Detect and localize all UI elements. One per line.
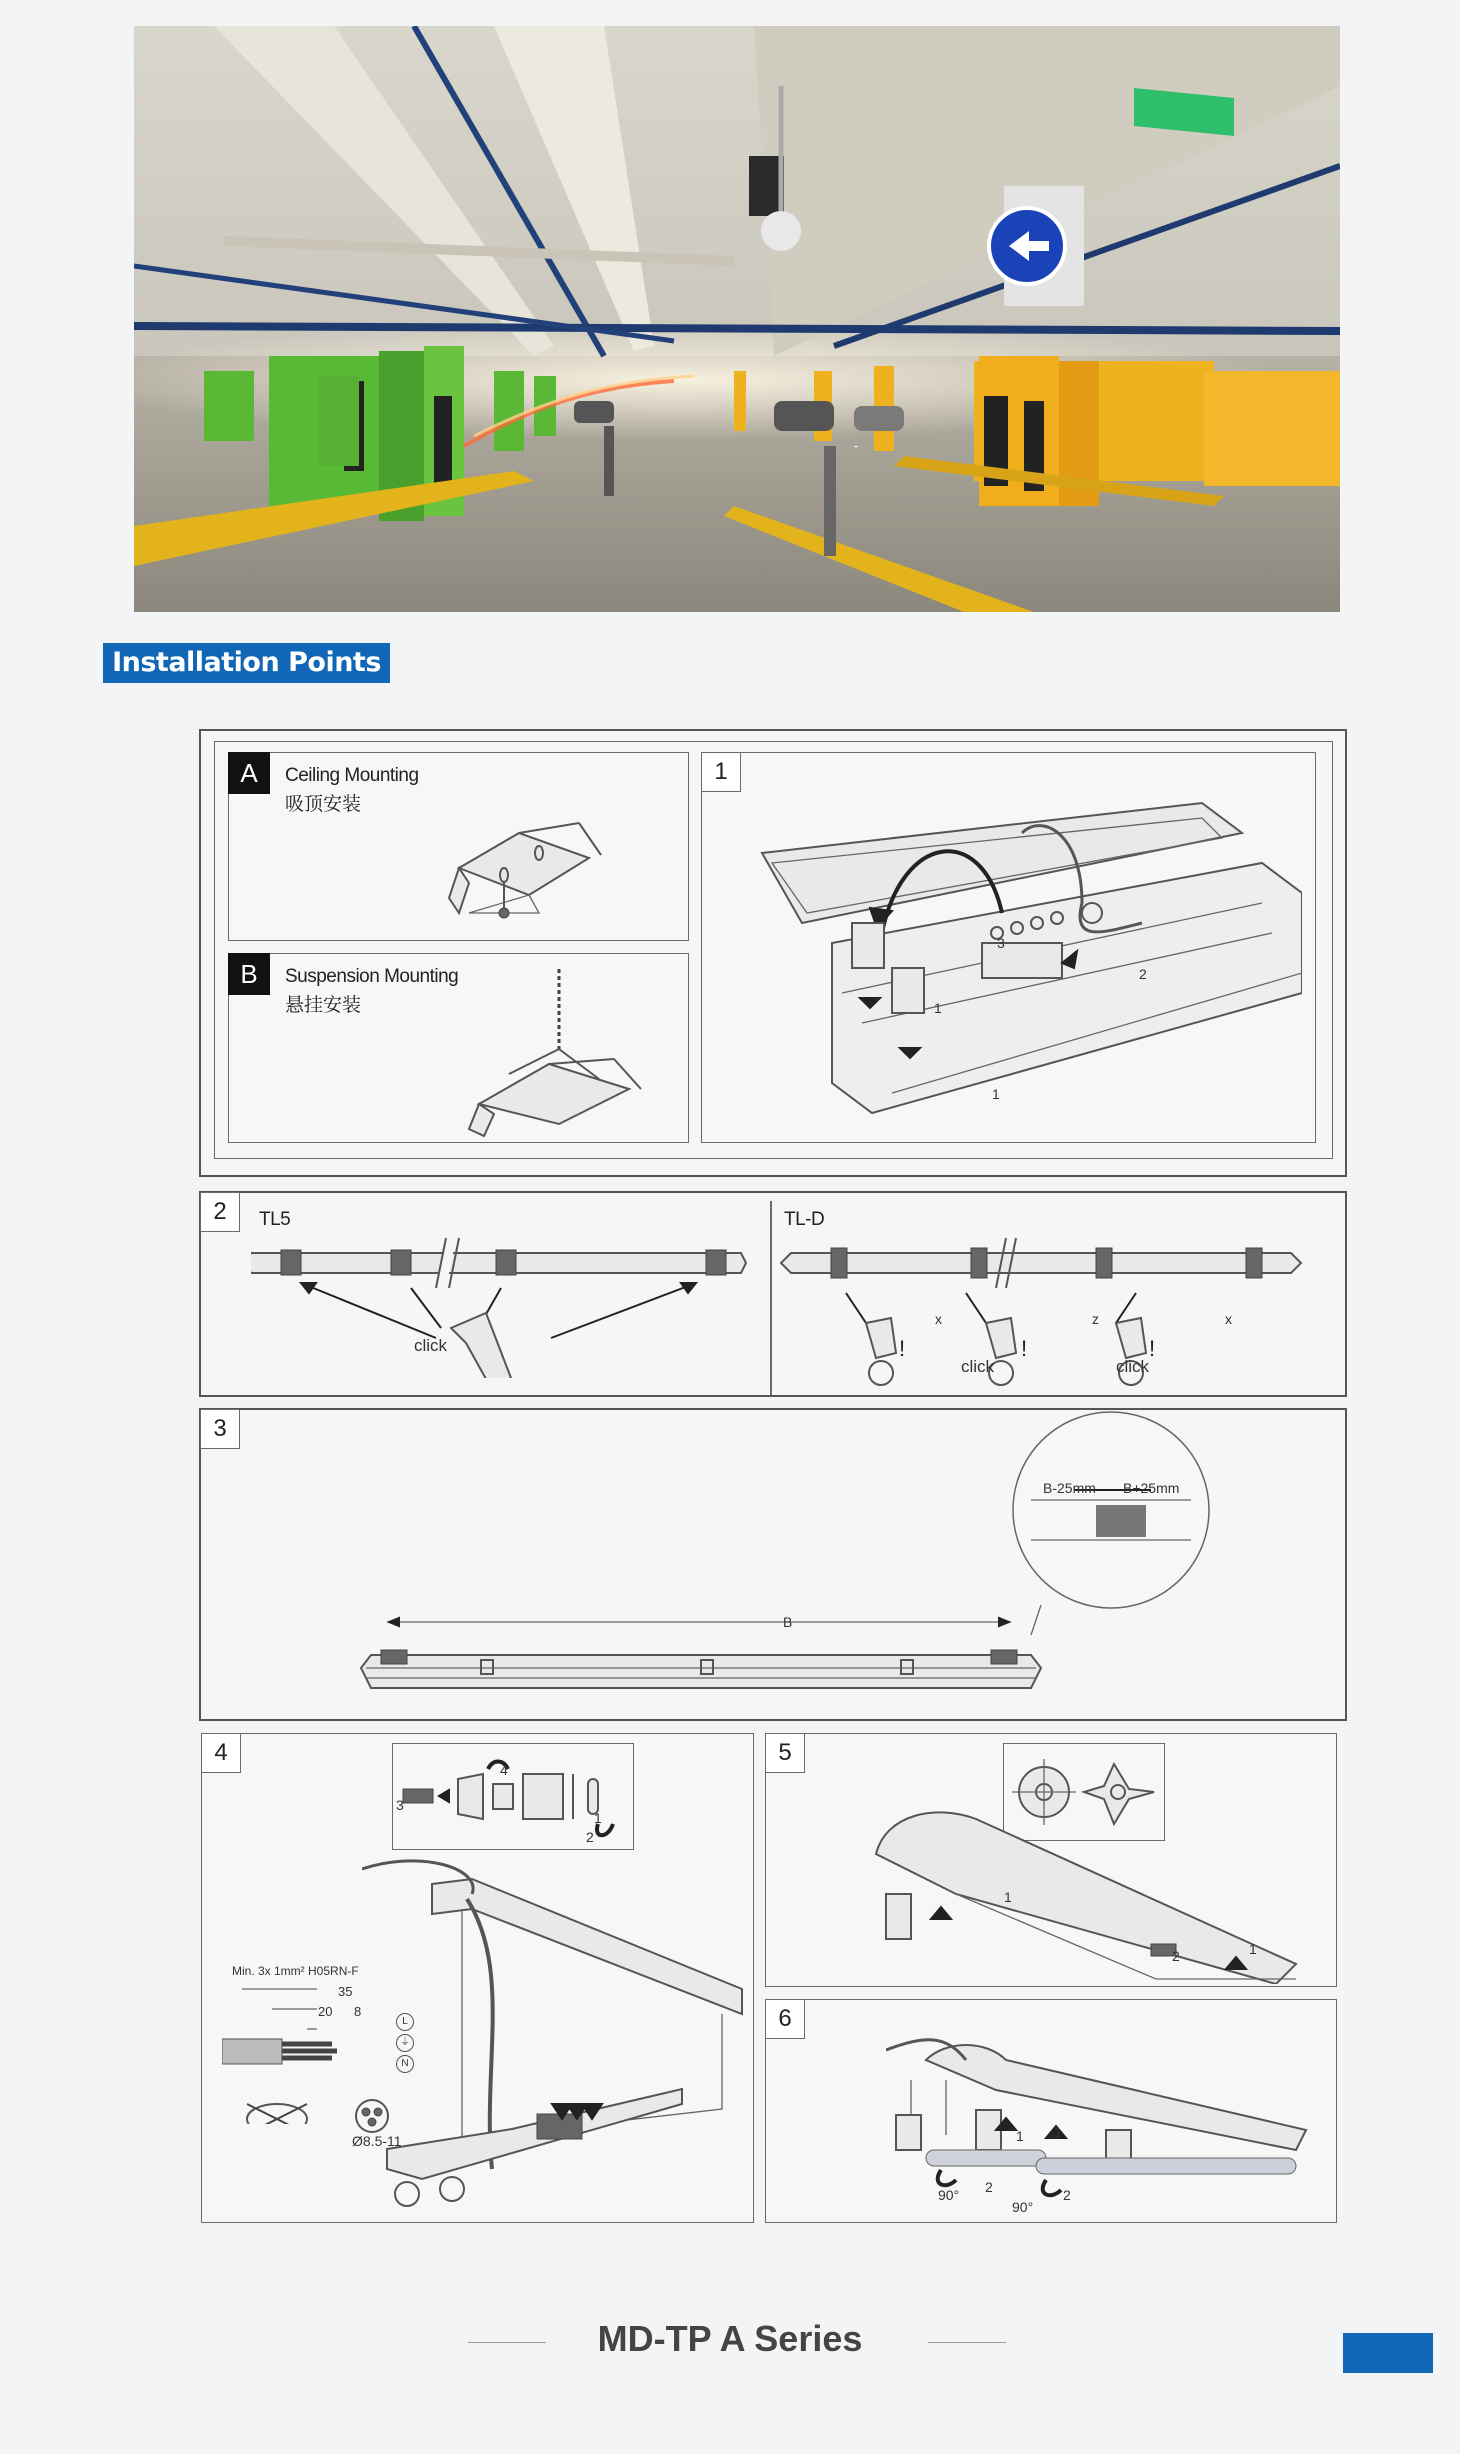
step-4-terminal-n: N <box>396 2055 414 2073</box>
step-2-click-label-1: click <box>414 1336 448 1355</box>
step-3-dim-minus: B-25mm <box>1043 1480 1096 1496</box>
step-4-badge: 4 <box>201 1733 241 1773</box>
cable-section-icon <box>352 2096 392 2136</box>
ceiling-bracket-illustration <box>429 803 629 933</box>
footer-series-title: MD-TP A Series <box>597 2318 863 2359</box>
tl5-holders-illustration <box>251 1228 751 1378</box>
step-2-tld-title: TL-D <box>784 1209 825 1230</box>
step-2-click-label-3: click <box>1116 1357 1150 1376</box>
step-5-label-1b: 1 <box>1249 1941 1257 1957</box>
step-4-terminal-earth: ⏚ <box>396 2034 414 2052</box>
step-b-suspension-mounting <box>228 953 689 1143</box>
svg-text:!: ! <box>1021 1336 1028 1361</box>
step-2-axis-label-x1: x <box>935 1311 942 1327</box>
step-4-inset-label-1: 1 <box>594 1810 602 1826</box>
step-4-gland-inset <box>392 1743 634 1850</box>
step-a-badge: A <box>228 752 270 794</box>
step-6-badge: 6 <box>765 1999 805 2039</box>
step-4-cable-spec: Min. 3x 1mm² H05RN-F <box>232 1964 359 1978</box>
step-1-label-1a: 1 <box>934 1000 942 1016</box>
section-title-badge: Installation Points <box>103 643 390 683</box>
step-4-inset-label-2: 2 <box>586 1829 594 1845</box>
step-4-terminal-l: L <box>396 2013 414 2031</box>
step-4-wiring <box>201 1733 754 2223</box>
step-1-label-1b: 1 <box>992 1086 1000 1102</box>
step-2-lamp-holders <box>199 1191 1347 1397</box>
step-6-label-2b: 2 <box>1063 2187 1071 2203</box>
step-4-length-20: 20 <box>318 2004 333 2019</box>
step-3-dim-b: B <box>783 1614 793 1630</box>
wiring-housing-illustration <box>362 1849 752 2219</box>
step-6-insert-tubes <box>765 1999 1337 2223</box>
step-2-axis-label-x2: x <box>1225 1311 1232 1327</box>
cable-strip-illustration <box>222 1954 352 2124</box>
housing-open-illustration <box>742 793 1302 1133</box>
step-5-label-2: 2 <box>1172 1948 1180 1964</box>
step-1-label-2: 2 <box>1139 966 1147 982</box>
suspension-bracket-illustration <box>449 964 669 1139</box>
step-5-label-1a: 1 <box>1004 1889 1012 1905</box>
footer-rule-right <box>928 2342 1006 2343</box>
step-1-label-3: 3 <box>997 935 1005 951</box>
step-2-badge: 2 <box>200 1192 240 1232</box>
cable-gland-illustration <box>393 1744 633 1849</box>
step-4-length-35: 35 <box>338 1984 353 1999</box>
svg-text:!: ! <box>1149 1336 1156 1361</box>
step-3-badge: 3 <box>200 1409 240 1449</box>
step-4-diameter: Ø8.5-11 <box>352 2133 402 2149</box>
step-6-label-2a: 2 <box>985 2179 993 2195</box>
step-6-label-1a: 1 <box>1016 2128 1024 2144</box>
step-4-inset-label-3: 3 <box>396 1797 404 1813</box>
tld-holders-illustration <box>771 1228 1341 1393</box>
hero-parking-garage-photo <box>134 26 1340 612</box>
step-1-badge: 1 <box>701 752 741 792</box>
step-6-label-1b: 1 <box>1054 2124 1062 2140</box>
step-a-ceiling-mounting <box>228 752 689 941</box>
step-2-click-label-2: click <box>961 1357 995 1376</box>
step-5-cover-lock <box>765 1733 1337 1987</box>
step-b-badge: B <box>228 953 270 995</box>
step-6-angle-1: 90° <box>938 2187 960 2203</box>
step-4-length-8: 8 <box>354 2004 362 2019</box>
step-2-axis-label-z: z <box>1092 1311 1099 1327</box>
step-4-inset-label-4: 4 <box>500 1762 508 1778</box>
svg-text:!: ! <box>899 1336 906 1361</box>
step-1-open-housing <box>701 752 1316 1143</box>
footer-accent-tab <box>1343 2333 1433 2373</box>
step-a-title-cn: 吸顶安装 <box>285 793 362 815</box>
step-3-bracket-spacing <box>199 1408 1347 1721</box>
step-b-title: Suspension Mounting <box>285 966 459 987</box>
step-a-title: Ceiling Mounting <box>285 765 419 786</box>
step-b-title-cn: 悬挂安装 <box>285 994 362 1016</box>
step-3-dim-plus: B+25mm <box>1123 1480 1180 1496</box>
step-6-angle-2: 90° <box>1012 2199 1034 2215</box>
step-2-tl5-title: TL5 <box>259 1209 291 1230</box>
bracket-spacing-illustration <box>341 1410 1341 1710</box>
step-5-badge: 5 <box>765 1733 805 1773</box>
